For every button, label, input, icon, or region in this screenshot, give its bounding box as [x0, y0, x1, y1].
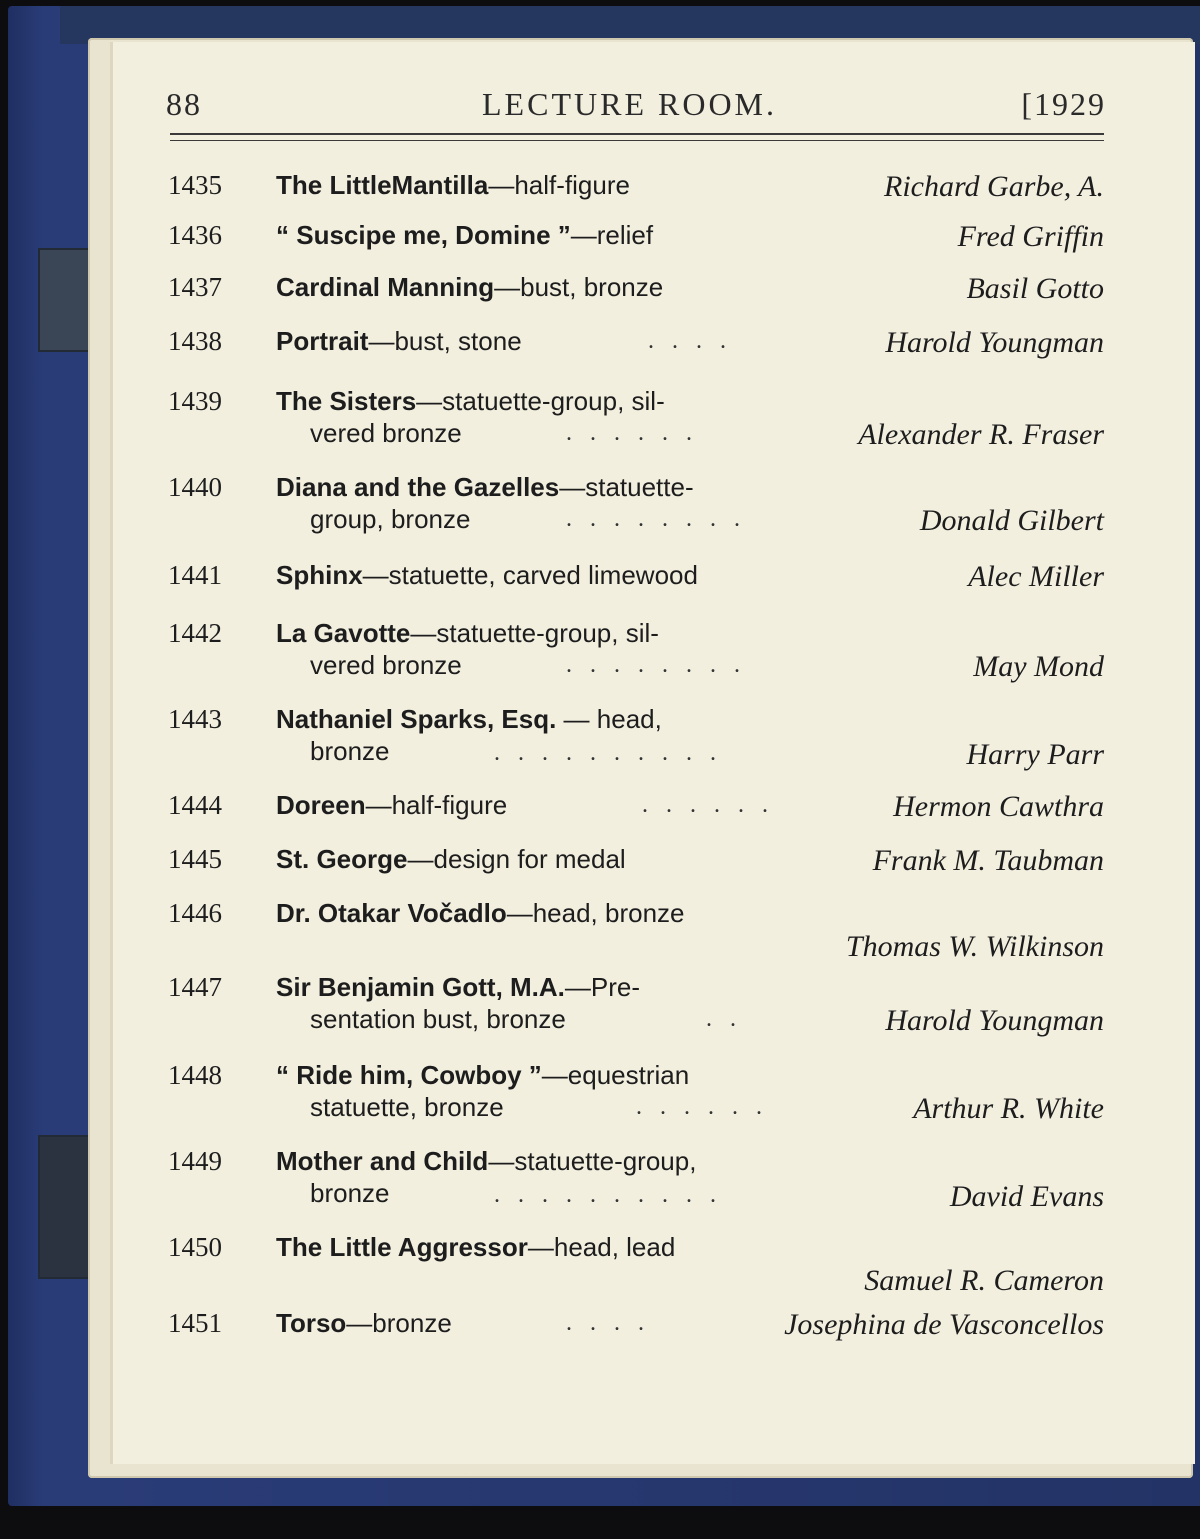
- entry-number: 1435: [168, 170, 222, 200]
- entry-title: [276, 386, 665, 417]
- entry-number: 1450: [168, 1232, 222, 1262]
- entry-number: 1448: [168, 1060, 222, 1090]
- artist-name: Harold Youngman: [885, 326, 1104, 359]
- work-name: Portrait: [276, 326, 369, 356]
- work-description: —half-figure: [488, 170, 630, 200]
- entry-title: [276, 844, 626, 875]
- dot-leaders: . .: [706, 1006, 742, 1032]
- work-name: La Gavotte: [276, 618, 411, 648]
- work-name: The LittleMantilla: [276, 170, 489, 200]
- work-name: The Sisters: [276, 386, 417, 416]
- artist-name: May Mond: [973, 650, 1104, 683]
- entry-title: [276, 326, 522, 357]
- dot-leaders: . . . . . . . . . .: [494, 740, 722, 766]
- entry-number: 1449: [168, 1146, 222, 1176]
- binding-tab: [38, 248, 90, 352]
- entry-number: 1437: [168, 272, 222, 302]
- work-description: —design for medal: [407, 844, 626, 874]
- work-name: Sphinx: [276, 560, 363, 590]
- entry-number: 1445: [168, 844, 222, 874]
- artist-name: Arthur R. White: [913, 1092, 1104, 1125]
- artist-name: Thomas W. Wilkinson: [845, 930, 1104, 963]
- entry-title: [276, 1308, 452, 1339]
- entry-continuation: sentation bust, bronze: [310, 1004, 566, 1034]
- work-description: —Pre-: [564, 972, 641, 1002]
- entry-title: [276, 1060, 689, 1091]
- page-title: LECTURE ROOM.: [482, 86, 777, 122]
- artist-name: Harold Youngman: [885, 1004, 1104, 1037]
- artist-name: Fred Griffin: [957, 220, 1104, 253]
- artist-name: Harry Parr: [966, 738, 1104, 771]
- header-rule: [170, 133, 1104, 135]
- artist-name: Samuel R. Cameron: [864, 1264, 1104, 1297]
- dot-leaders: . . . .: [648, 328, 732, 354]
- entry-continuation: bronze: [310, 1178, 390, 1208]
- entry-title: [276, 272, 663, 303]
- work-name: Mother and Child: [276, 1146, 489, 1176]
- work-name: “ Ride him, Cowboy ”: [276, 1060, 542, 1090]
- artist-name: Josephina de Vasconcellos: [784, 1308, 1104, 1341]
- work-name: Sir Benjamin Gott, M.A.: [276, 972, 565, 1002]
- page-year: [1929: [1021, 86, 1106, 122]
- work-name: Cardinal Manning: [276, 272, 495, 302]
- entry-number: 1444: [168, 790, 222, 820]
- work-description: — head,: [556, 704, 662, 734]
- entry-continuation: statuette, bronze: [310, 1092, 504, 1122]
- entry-number: 1439: [168, 386, 222, 416]
- work-description: —half-figure: [365, 790, 508, 820]
- entry-title: [276, 472, 694, 503]
- artist-name: David Evans: [949, 1180, 1104, 1213]
- work-description: —statuette-group,: [488, 1146, 697, 1176]
- work-name: St. George: [276, 844, 408, 874]
- work-name: Nathaniel Sparks, Esq.: [276, 704, 557, 734]
- entry-number: 1438: [168, 326, 222, 356]
- dot-leaders: . . . . . .: [566, 420, 698, 446]
- artist-name: Frank M. Taubman: [872, 844, 1104, 877]
- work-description: —bust, stone: [368, 326, 522, 356]
- entry-number: 1440: [168, 472, 222, 502]
- dot-leaders: . . . . . . . .: [566, 652, 746, 678]
- work-description: —statuette, carved limewood: [362, 560, 698, 590]
- entry-number: 1441: [168, 560, 222, 590]
- work-description: —bronze: [346, 1308, 452, 1338]
- artist-name: Basil Gotto: [966, 272, 1104, 305]
- entry-title: [276, 790, 507, 821]
- work-description: —statuette-group, sil-: [416, 386, 665, 416]
- work-name: Dr. Otakar Vočadlo: [276, 898, 507, 928]
- entry-number: 1442: [168, 618, 222, 648]
- entry-number: 1451: [168, 1308, 222, 1338]
- entry-title: [276, 1146, 696, 1177]
- work-name: “ Suscipe me, Domine ”: [276, 220, 571, 250]
- entry-title: [276, 618, 659, 649]
- work-description: —statuette-group, sil-: [410, 618, 659, 648]
- artist-name: Donald Gilbert: [919, 504, 1104, 537]
- entry-title: [276, 972, 640, 1003]
- work-name: Doreen: [276, 790, 366, 820]
- header-rule: [170, 140, 1104, 141]
- entry-continuation: group, bronze: [310, 504, 471, 534]
- dot-leaders: . . . . . .: [636, 1094, 768, 1120]
- page-number: 88: [166, 86, 202, 122]
- work-name: Torso: [276, 1308, 347, 1338]
- work-description: —statuette-: [559, 472, 694, 502]
- artist-name: Hermon Cawthra: [893, 790, 1104, 823]
- work-description: —head, lead: [527, 1232, 676, 1262]
- entry-number: 1447: [168, 972, 222, 1002]
- work-name: Diana and the Gazelles: [276, 472, 560, 502]
- entry-number: 1446: [168, 898, 222, 928]
- entry-title: [276, 560, 698, 591]
- work-description: —bust, bronze: [494, 272, 664, 302]
- dot-leaders: . . . .: [566, 1310, 650, 1336]
- work-description: —equestrian: [541, 1060, 690, 1090]
- entry-number: 1436: [168, 220, 222, 250]
- entry-title: [276, 220, 653, 251]
- dot-leaders: . . . . . .: [642, 792, 774, 818]
- page-header: [166, 86, 1106, 130]
- entry-continuation: vered bronze: [310, 650, 462, 680]
- artist-name: Alexander R. Fraser: [858, 418, 1104, 451]
- work-name: The Little Aggressor: [276, 1232, 528, 1262]
- dot-leaders: . . . . . . . .: [566, 506, 746, 532]
- entry-title: [276, 170, 630, 201]
- entry-continuation: bronze: [310, 736, 390, 766]
- artist-name: Richard Garbe, A.: [884, 170, 1104, 203]
- entry-number: 1443: [168, 704, 222, 734]
- artist-name: Alec Miller: [968, 560, 1104, 593]
- work-description: —head, bronze: [506, 898, 685, 928]
- work-description: —relief: [570, 220, 654, 250]
- entry-title: [276, 898, 685, 929]
- binding-tab: [38, 1135, 90, 1279]
- dot-leaders: . . . . . . . . . .: [494, 1182, 722, 1208]
- entry-title: [276, 1232, 675, 1263]
- entry-continuation: vered bronze: [310, 418, 462, 448]
- entry-title: [276, 704, 662, 735]
